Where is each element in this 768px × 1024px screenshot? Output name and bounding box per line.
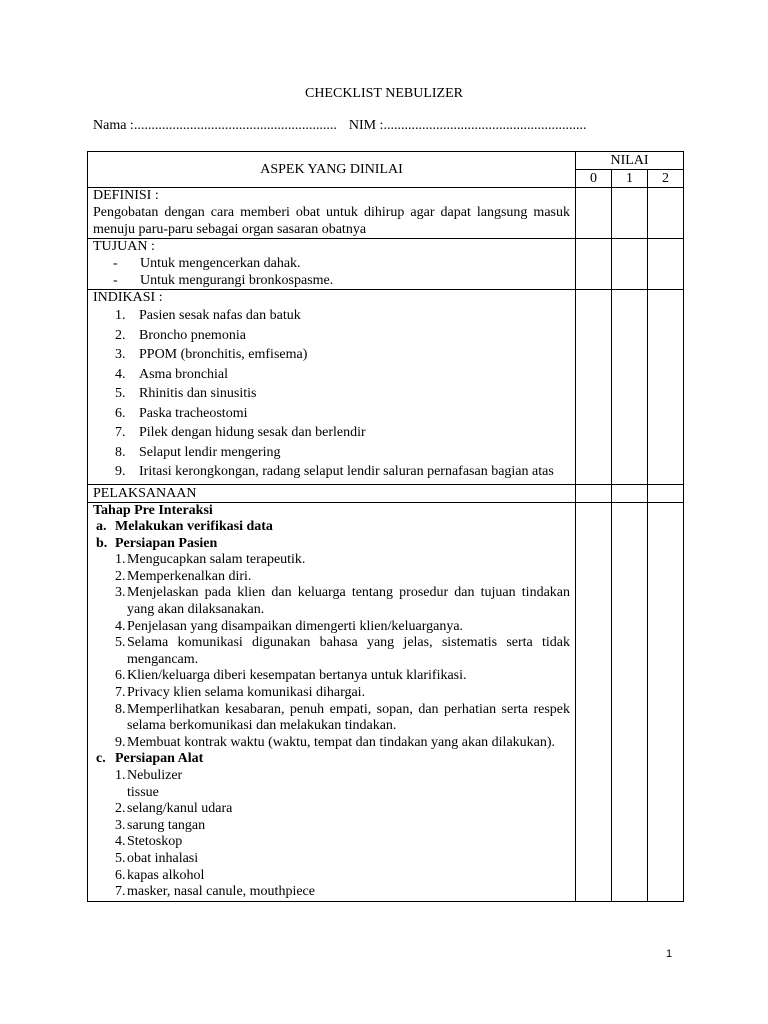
score-cell[interactable] [612,502,648,901]
list-item: 2. Memperkenalkan diri. [115,568,252,584]
definisi-label: DEFINISI : [93,188,159,203]
score-cell[interactable] [612,290,648,485]
list-item: 9. Membuat kontrak waktu (waktu, tempat dan tindakan yang akan dilakukan). [115,734,556,750]
list-item: 5. Selama komunikasi digunakan bahasa yang jelas, sistematis serta tidak mengancam. [115,635,570,667]
list-item: 3. Menjelaskan pada klien dan keluarga tentang prosedur dan tujuan tindakan yang akan dilaksanakan. [115,585,570,618]
score-cell[interactable] [648,502,684,901]
list-item: 8. Memperlihatkan kesabaran, penuh empati, sopan, dan perhatian serta respek selama berkomunikasi dan melakukan tindakan. [115,701,570,734]
tujuan-row [88,239,684,290]
list-item: 4. Stetoskop [115,834,183,850]
list-item: 8. Selaput lendir mengering [115,444,281,460]
score-1-header: 1 [612,170,648,188]
list-item: 5. Rhinitis dan sinusitis [115,386,257,401]
score-cell[interactable] [648,239,684,290]
stage-title: Tahap Pre Interaksi [93,502,213,518]
list-item: 3. sarung tangan [115,817,206,833]
list-item: 6. Klien/keluarga diberi kesempatan bertanya untuk klarifikasi. [115,668,467,684]
tujuan-cell [88,239,576,290]
table-header-row [88,152,684,170]
sub-c: c. Persiapan Alat [96,751,204,767]
tujuan-label: TUJUAN : [93,239,155,254]
list-item: 2. Broncho pnemonia [115,327,246,343]
list-item: 7. Pilek dengan hidung sesak dan berlendir [115,425,366,440]
list-item: 5. obat inhalasi [115,850,199,866]
definisi-row [88,188,684,239]
indikasi-cell [88,290,576,485]
pelaksanaan-row [88,502,684,901]
nilai-header: NILAI [576,152,684,170]
sub-b: b. Persiapan Pasien [96,535,218,551]
list-item: 6. Paska tracheostomi [115,405,248,421]
list-item: 1. Nebulizer [115,768,183,783]
persiapan-pasien-list [93,552,575,751]
score-cell[interactable] [648,188,684,239]
checklist-table [87,151,684,902]
list-item: 7. Privacy klien selama komunikasi dihargai. [115,685,366,701]
list-item: - Untuk mengencerkan dahak. [113,256,301,271]
score-cell[interactable] [576,239,612,290]
nim-field: NIM :.......................................................... [348,118,587,133]
score-2-header: 2 [648,170,684,188]
nama-field: Nama :.......................................................... [93,118,337,133]
page-number: 1 [666,948,673,960]
list-item: 1. Mengucapkan salam terapeutik. [115,552,306,568]
list-item: 6. kapas alkohol [115,867,205,883]
indikasi-list [93,306,575,484]
list-item: 9. Iritasi kerongkongan, radang selaput lendir saluran pernafasan bagian atas [115,464,554,479]
pelaksanaan-label: PELAKSANAAN [88,484,576,502]
list-item: tissue [127,784,159,800]
list-item: 3. PPOM (bronchitis, emfisema) [115,347,308,362]
list-item: 4. Asma bronchial [115,366,229,382]
score-cell[interactable] [612,188,648,239]
definisi-text: Pengobatan dengan cara memberi obat untuk dihirup agar dapat langsung masuk menuju paru-paru sebagai organ sasaran obatnya [93,205,570,237]
indikasi-row [88,290,684,485]
score-cell[interactable] [648,484,684,502]
score-cell[interactable] [612,484,648,502]
score-cell[interactable] [612,239,648,290]
sub-a: a. Melakukan verifikasi data [96,519,273,535]
list-item: 4. Penjelasan yang disampaikan dimengerti klien/keluarganya. [115,618,464,634]
list-item: 7. masker, nasal canule, mouthpiece [115,884,315,900]
identity-line [93,118,586,134]
list-item: 2. selang/kanul udara [115,801,233,817]
score-cell[interactable] [576,290,612,485]
tujuan-list [93,255,575,289]
definisi-cell [88,188,576,239]
score-cell[interactable] [648,290,684,485]
score-cell[interactable] [576,188,612,239]
score-cell[interactable] [576,502,612,901]
list-item: 1. Pasien sesak nafas dan batuk [115,308,301,323]
pelaksanaan-cell [88,502,576,901]
score-0-header: 0 [576,170,612,188]
persiapan-alat-list [93,768,575,901]
indikasi-label: INDIKASI : [93,290,163,305]
list-item: - Untuk mengurangi bronkospasme. [113,273,334,288]
pelaksanaan-header-row [88,484,684,502]
aspect-header: ASPEK YANG DINILAI [88,152,576,188]
document-title: CHECKLIST NEBULIZER [304,86,463,101]
score-cell[interactable] [576,484,612,502]
